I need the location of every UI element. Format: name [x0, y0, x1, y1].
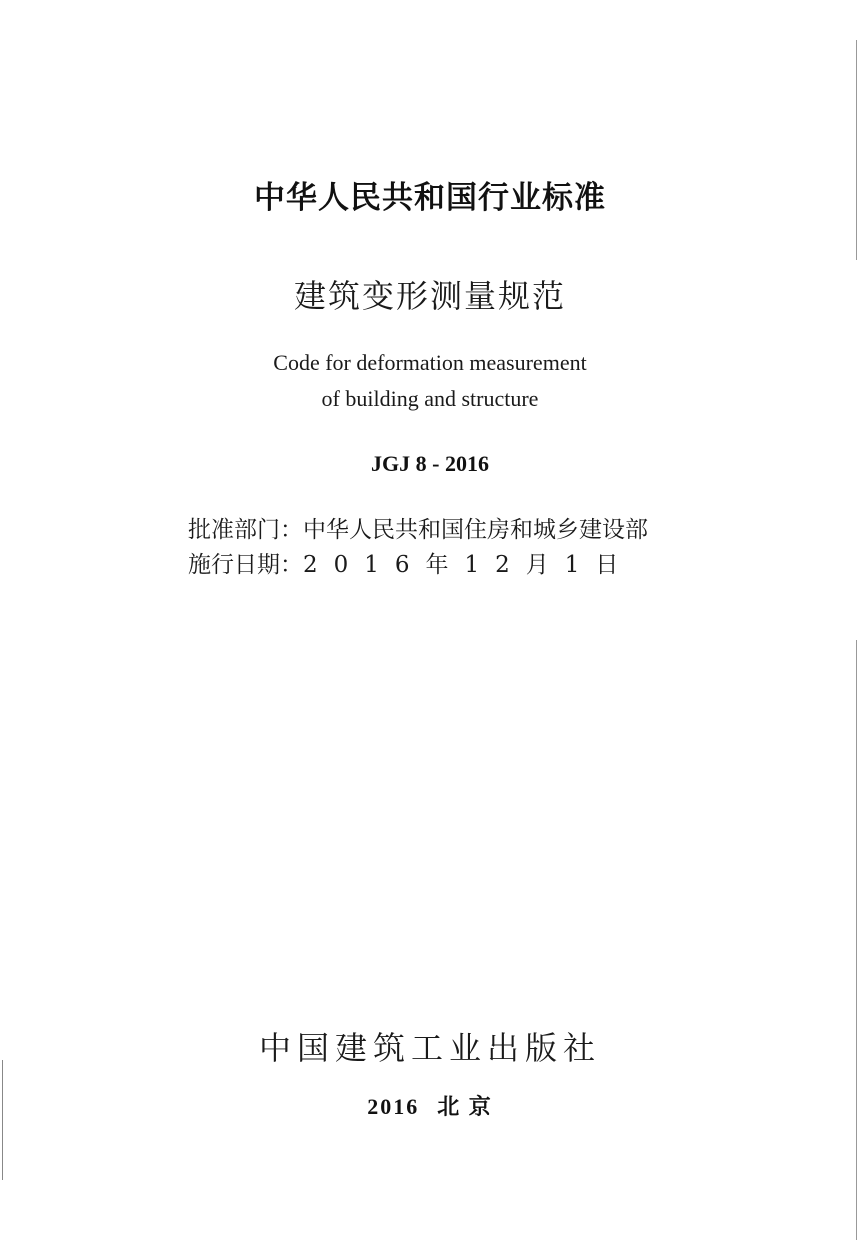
effective-date-row — [188, 546, 634, 579]
document-title-chinese: 建筑变形测量规范 — [293, 277, 566, 315]
standard-code: JGJ 8 - 2016 — [371, 451, 489, 476]
effective-date-label: 施行日期： — [188, 552, 303, 578]
document-title-english-line-1: Code for deformation measurement — [273, 350, 587, 375]
series-title: 中华人民共和国行业标准 — [254, 180, 606, 216]
effective-date-value: 2016年12月1日 — [303, 552, 635, 578]
publication-city: 北 京 — [437, 1094, 493, 1119]
approval-value: 中华人民共和国住房和城乡建设部 — [303, 517, 648, 543]
document-title-english-line-2: of building and structure — [321, 386, 539, 411]
approval-label: 批准部门： — [188, 517, 303, 543]
scan-edge-mark — [856, 640, 857, 1240]
approval-row — [188, 511, 648, 544]
publication-year: 2016 — [367, 1094, 420, 1119]
scan-edge-mark — [856, 40, 857, 260]
publication-line — [0, 1090, 860, 1121]
publisher-name: 中国建筑工业出版社 — [258, 1029, 601, 1067]
